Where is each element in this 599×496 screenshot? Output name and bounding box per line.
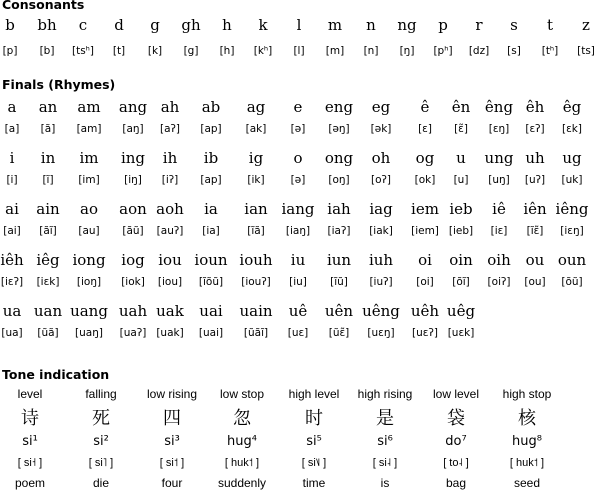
consonant-letter: z [582, 16, 590, 34]
final-letter: ên [451, 98, 471, 116]
consonant-letter: h [222, 16, 232, 34]
final-letter: uê [288, 302, 308, 320]
final-letter: êg [562, 98, 582, 116]
finals-ipa-row [0, 223, 599, 243]
final-ipa: [aʔ] [160, 123, 180, 135]
final-ipa: [im] [78, 174, 100, 186]
final-letter: uêg [446, 302, 476, 320]
final-ipa: [uaŋ] [75, 327, 103, 339]
final-letter: eg [371, 98, 391, 116]
consonant-ipa: [p] [2, 45, 18, 57]
final-ipa: [ai] [3, 225, 21, 237]
final-ipa: [uɛ] [287, 327, 309, 339]
final-ipa: [ĩã] [247, 225, 265, 237]
final-ipa: [uɛŋ] [367, 327, 395, 339]
final-letter: iên [523, 200, 547, 218]
consonant-ipa-row [0, 43, 599, 63]
final-ipa: [iʔ] [161, 174, 179, 186]
final-ipa: [iɛ] [490, 225, 508, 237]
final-ipa: [oŋ] [328, 174, 350, 186]
tone-ipa: [ si˧ ] [17, 457, 43, 469]
final-letter: iu [290, 251, 306, 269]
tone-character: 是 [376, 408, 394, 429]
final-letter: ing [120, 149, 146, 167]
final-ipa: [ia] [202, 225, 220, 237]
consonant-ipa: [kʰ] [253, 45, 273, 57]
final-letter: ai [5, 200, 19, 218]
tone-meaning: poem [14, 476, 46, 490]
final-ipa: [aŋ] [122, 123, 144, 135]
final-ipa: [ɛ] [418, 123, 432, 135]
consonant-ipa: [pʰ] [433, 45, 453, 57]
final-ipa: [uk] [561, 174, 583, 186]
tone-romanization: si¹ [22, 434, 38, 449]
tone-name: low level [432, 387, 480, 401]
final-letter: uah [118, 302, 148, 320]
final-ipa: [iuʔ] [369, 276, 393, 288]
final-letter: im [79, 149, 99, 167]
final-ipa: [ɛ̃] [454, 123, 468, 135]
final-letter: iou [158, 251, 182, 269]
final-letter: uan [33, 302, 63, 320]
consonant-ipa: [m] [325, 45, 345, 57]
tone-heading: Tone indication [2, 367, 110, 382]
final-ipa: [iaŋ] [285, 225, 311, 237]
tone-meanings-row [0, 476, 599, 496]
final-ipa: [õĩ] [452, 276, 470, 288]
consonant-ipa: [dz] [468, 45, 490, 57]
final-ipa: [ɛʔ] [525, 123, 545, 135]
final-letter: ioun [194, 251, 228, 269]
tone-romanization: si³ [164, 434, 180, 449]
tone-name: low rising [146, 387, 198, 401]
final-letter: uain [239, 302, 273, 320]
final-ipa: [oʔ] [371, 174, 391, 186]
final-letter: e [293, 98, 303, 116]
final-ipa: [iok] [121, 276, 145, 288]
final-ipa: [iaʔ] [327, 225, 351, 237]
final-letter: ao [80, 200, 98, 218]
final-letter: an [38, 98, 58, 116]
final-letter: uêh [410, 302, 440, 320]
final-ipa: [ik] [247, 174, 265, 186]
final-ipa: [ĩõũ] [198, 276, 224, 288]
final-letter: iêg [36, 251, 60, 269]
final-letter: iag [369, 200, 393, 218]
tone-romanization-row [0, 433, 599, 453]
tone-name: low stop [219, 387, 265, 401]
final-ipa: [ɛŋ] [488, 123, 510, 135]
tone-character: 忽 [233, 408, 251, 429]
final-letter: iêng [555, 200, 589, 218]
consonant-ipa: [h] [219, 45, 235, 57]
final-letter: oih [487, 251, 511, 269]
final-letter: ou [525, 251, 545, 269]
final-ipa: [ĩũ] [330, 276, 348, 288]
final-ipa: [ũãĩ] [243, 327, 269, 339]
final-letter: iah [327, 200, 351, 218]
consonant-ipa: [tʰ] [541, 45, 559, 57]
final-letter: uak [156, 302, 184, 320]
final-letter: aoh [156, 200, 184, 218]
consonant-ipa: [b] [39, 45, 55, 57]
consonant-ipa: [t] [112, 45, 126, 57]
final-letter: iong [72, 251, 106, 269]
tone-ipa: [ si˦ ] [159, 457, 185, 469]
finals-heading: Finals (Rhymes) [2, 77, 116, 92]
tone-meaning: die [92, 476, 110, 490]
final-letter: ain [36, 200, 60, 218]
final-letter: am [77, 98, 101, 116]
tone-meaning: seed [513, 476, 541, 490]
final-letter: ang [118, 98, 148, 116]
final-ipa: [oiʔ] [487, 276, 511, 288]
final-letter: i [9, 149, 15, 167]
tone-ipa: [ to˨ ] [443, 457, 469, 469]
tone-meaning: is [380, 476, 390, 490]
final-letter: iuh [368, 251, 394, 269]
consonant-letter: ng [397, 16, 417, 34]
tone-meaning: suddenly [217, 476, 267, 490]
final-letter: iem [411, 200, 439, 218]
finals-letters-row [0, 250, 599, 270]
final-letter: in [40, 149, 56, 167]
final-ipa: [ou] [524, 276, 546, 288]
tone-character: 袋 [447, 408, 465, 429]
final-ipa: [iɛŋ] [560, 225, 584, 237]
final-ipa: [am] [76, 123, 102, 135]
consonant-ipa: [g] [183, 45, 199, 57]
tone-ipa: [ huk˦ ] [509, 457, 545, 469]
tone-romanization: si⁶ [377, 434, 393, 449]
final-ipa: [ãũ] [122, 225, 144, 237]
final-letter: ong [324, 149, 354, 167]
final-letter: ê [420, 98, 430, 116]
final-letter: oun [557, 251, 587, 269]
consonant-letter: c [78, 16, 88, 34]
final-ipa: [uai] [198, 327, 224, 339]
tone-character: 时 [305, 408, 323, 429]
final-ipa: [iou] [157, 276, 183, 288]
final-ipa: [ɛk] [562, 123, 582, 135]
final-ipa: [õũ] [561, 276, 583, 288]
consonant-letter: s [510, 16, 518, 34]
final-letter: iog [121, 251, 145, 269]
final-letter: og [415, 149, 435, 167]
finals-letters-row [0, 148, 599, 168]
final-letter: uêng [362, 302, 400, 320]
final-ipa: [iŋ] [124, 174, 142, 186]
final-letter: ig [248, 149, 264, 167]
final-letter: ab [201, 98, 221, 116]
tone-character: 四 [163, 408, 181, 429]
finals-letters-row [0, 301, 599, 321]
final-ipa: [uɛʔ] [412, 327, 438, 339]
final-ipa: [ap] [200, 174, 222, 186]
final-ipa: [iɛk] [36, 276, 60, 288]
final-ipa: [ĩɛ̃] [526, 225, 544, 237]
tone-ipa: [ si˥˩ ] [301, 457, 327, 469]
consonant-letter: b [5, 16, 15, 34]
finals-ipa-row [0, 172, 599, 192]
final-ipa: [iouʔ] [241, 276, 271, 288]
final-ipa: [a] [4, 123, 20, 135]
final-ipa: [iɛʔ] [0, 276, 24, 288]
tone-ipa-row [0, 456, 599, 476]
consonant-letter: g [150, 16, 160, 34]
consonant-ipa: [s] [507, 45, 521, 57]
final-letter: iang [281, 200, 315, 218]
tone-character: 诗 [21, 408, 39, 429]
final-letter: êh [525, 98, 545, 116]
final-letter: oh [371, 149, 391, 167]
final-ipa: [au] [78, 225, 100, 237]
final-ipa: [ap] [200, 123, 222, 135]
final-ipa: [iak] [369, 225, 393, 237]
consonant-letter: m [327, 16, 343, 34]
final-ipa: [uʔ] [524, 174, 546, 186]
finals-letters-row [0, 97, 599, 117]
final-letter: a [7, 98, 17, 116]
tone-meaning: bag [445, 476, 467, 490]
final-letter: ieb [449, 200, 473, 218]
finals-letters-row [0, 199, 599, 219]
consonant-letter: k [258, 16, 268, 34]
final-ipa: [uɛk] [447, 327, 475, 339]
tone-romanization: si² [93, 434, 109, 449]
consonant-letter: t [546, 16, 554, 34]
consonant-letter: p [438, 16, 448, 34]
tone-name: high rising [357, 387, 413, 401]
final-letter: uai [199, 302, 223, 320]
final-ipa: [oi] [416, 276, 434, 288]
final-ipa: [u] [453, 174, 469, 186]
tone-romanization: si⁵ [306, 434, 322, 449]
final-ipa: [ək] [370, 123, 392, 135]
final-letter: iun [326, 251, 352, 269]
consonant-letter: l [296, 16, 302, 34]
final-letter: iê [492, 200, 506, 218]
tone-meaning: time [302, 476, 326, 490]
final-ipa: [iem] [411, 225, 439, 237]
final-letter: ib [203, 149, 219, 167]
tone-ipa: [ huk˦ ] [224, 457, 260, 469]
final-letter: oi [418, 251, 432, 269]
final-letter: uang [70, 302, 108, 320]
consonant-letter: gh [181, 16, 201, 34]
final-letter: uh [525, 149, 545, 167]
tone-ipa: [ si˥ ] [88, 457, 114, 469]
consonant-ipa: [ts] [577, 45, 595, 57]
consonant-ipa: [ŋ] [399, 45, 415, 57]
final-ipa: [ioŋ] [76, 276, 102, 288]
consonant-ipa: [n] [363, 45, 379, 57]
final-ipa: [ok] [414, 174, 436, 186]
tone-character: 死 [92, 408, 110, 429]
final-letter: ih [162, 149, 178, 167]
consonant-letter: n [366, 16, 376, 34]
final-ipa: [i] [6, 174, 18, 186]
consonants-heading: Consonants [2, 0, 85, 12]
consonant-ipa: [tsʰ] [71, 45, 95, 57]
final-letter: ian [244, 200, 268, 218]
final-ipa: [ãĩ] [39, 225, 57, 237]
final-ipa: [auʔ] [156, 225, 184, 237]
final-ipa: [ua] [1, 327, 23, 339]
final-letter: ia [204, 200, 218, 218]
final-letter: iêh [0, 251, 24, 269]
tone-name: falling [85, 387, 117, 401]
tone-romanization: hug⁸ [512, 434, 542, 449]
tone-ipa: [ si˨ ] [372, 457, 398, 469]
final-letter: ag [246, 98, 266, 116]
final-letter: o [293, 149, 303, 167]
final-ipa: [uak] [156, 327, 184, 339]
tone-name: high stop [502, 387, 552, 401]
tone-name: high level [288, 387, 340, 401]
tone-characters-row [0, 408, 599, 428]
final-letter: êng [484, 98, 514, 116]
tone-character: 核 [518, 408, 536, 429]
final-ipa: [ieb] [448, 225, 474, 237]
final-letter: ung [484, 149, 514, 167]
consonant-letter: d [114, 16, 124, 34]
tone-names-row [0, 387, 599, 407]
finals-ipa-row [0, 325, 599, 345]
final-ipa: [ə] [290, 174, 306, 186]
tone-meaning: four [161, 476, 183, 490]
final-letter: ah [160, 98, 180, 116]
consonant-ipa: [k] [147, 45, 163, 57]
final-letter: eng [324, 98, 354, 116]
final-ipa: [uaʔ] [119, 327, 147, 339]
consonant-letter: r [475, 16, 483, 34]
consonant-ipa: [l] [293, 45, 305, 57]
final-ipa: [ũɛ̃] [328, 327, 350, 339]
tone-romanization: do⁷ [445, 434, 467, 449]
final-letter: aon [119, 200, 147, 218]
final-ipa: [ã] [40, 123, 56, 135]
final-letter: iouh [239, 251, 273, 269]
final-letter: u [456, 149, 466, 167]
tone-romanization: hug⁴ [227, 434, 257, 449]
finals-ipa-row [0, 274, 599, 294]
final-letter: ug [562, 149, 582, 167]
final-ipa: [uŋ] [488, 174, 510, 186]
final-ipa: [ə] [290, 123, 306, 135]
final-ipa: [ak] [245, 123, 267, 135]
tone-name: level [17, 387, 43, 401]
final-letter: uên [324, 302, 354, 320]
final-ipa: [iu] [289, 276, 307, 288]
final-letter: oin [449, 251, 473, 269]
final-ipa: [ĩ] [42, 174, 54, 186]
final-ipa: [ũã] [37, 327, 59, 339]
final-ipa: [əŋ] [328, 123, 350, 135]
consonant-letters-row [0, 15, 599, 35]
consonant-letter: bh [37, 16, 57, 34]
finals-ipa-row [0, 121, 599, 141]
final-letter: ua [2, 302, 22, 320]
